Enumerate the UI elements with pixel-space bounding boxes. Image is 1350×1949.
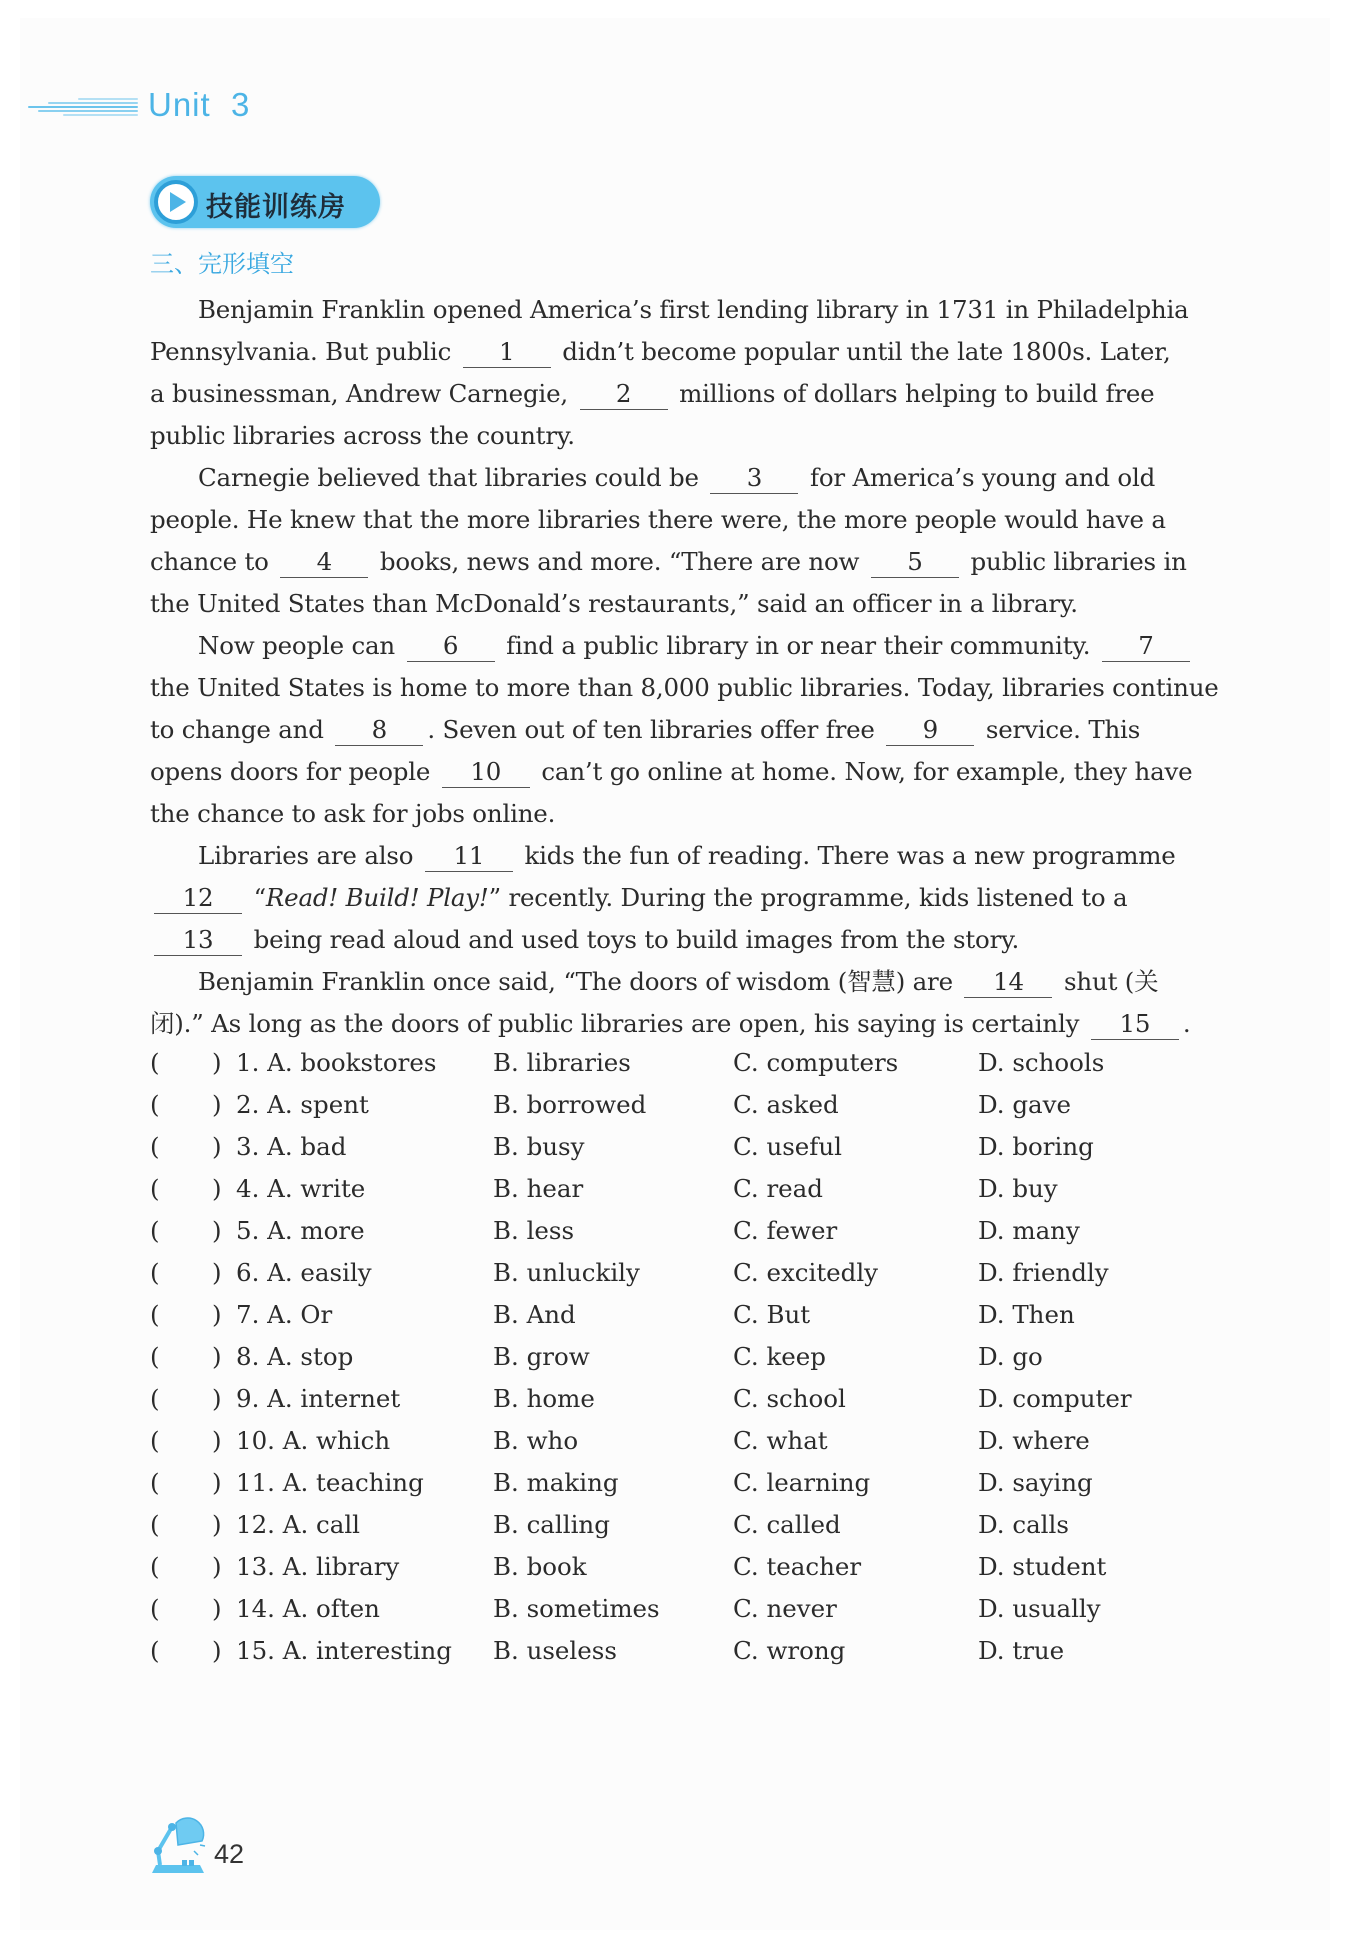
answer-paren-close: ) — [212, 1426, 222, 1455]
speed-streaks-decoration — [20, 98, 138, 120]
option-b[interactable]: B. less — [493, 1216, 575, 1245]
answer-paren-close: ) — [212, 1300, 222, 1329]
passage-line — [150, 667, 1219, 709]
passage-line — [150, 541, 1185, 583]
question-row — [150, 1294, 1185, 1336]
answer-options — [150, 1042, 1185, 1672]
desk-lamp-icon — [148, 1815, 208, 1877]
option-c[interactable]: C. keep — [733, 1342, 826, 1371]
passage-text: public libraries in — [962, 547, 1187, 576]
passage-text: being read aloud and used toys to build images from the story. — [246, 925, 1020, 954]
answer-paren-open[interactable]: ( — [150, 1636, 160, 1665]
option-a[interactable]: 14. A. often — [236, 1594, 380, 1623]
answer-paren-open[interactable]: ( — [150, 1132, 160, 1161]
answer-paren-open[interactable]: ( — [150, 1300, 160, 1329]
option-c[interactable]: C. called — [733, 1510, 841, 1539]
answer-paren-close: ) — [212, 1636, 222, 1665]
option-c[interactable]: C. what — [733, 1426, 828, 1455]
passage-line — [150, 415, 1185, 457]
cloze-blank[interactable]: 13 — [154, 925, 242, 956]
option-a[interactable]: 8. A. stop — [236, 1342, 354, 1371]
answer-paren-open[interactable]: ( — [150, 1342, 160, 1371]
passage-text: kids the fun of reading. There was a new programme — [516, 841, 1176, 870]
unit-header — [20, 86, 420, 130]
question-row — [150, 1420, 1185, 1462]
cloze-blank[interactable]: 6 — [407, 631, 495, 662]
passage-text: Now people can — [198, 631, 403, 660]
italic-title: Read! Build! Play! — [265, 883, 489, 912]
option-a[interactable]: 3. A. bad — [236, 1132, 347, 1161]
option-d[interactable]: D. many — [978, 1216, 1080, 1245]
option-a[interactable]: 6. A. easily — [236, 1258, 372, 1287]
cloze-passage — [150, 289, 1219, 1045]
answer-paren-open[interactable]: ( — [150, 1594, 160, 1623]
question-row — [150, 1252, 1185, 1294]
passage-text: millions of dollars helping to build free — [671, 379, 1155, 408]
answer-paren-close: ) — [212, 1342, 222, 1371]
passage-text: shut (关 — [1056, 967, 1159, 996]
answer-paren-open[interactable]: ( — [150, 1216, 160, 1245]
question-row — [150, 1588, 1185, 1630]
passage-line — [150, 457, 1185, 499]
passage-text: Benjamin Franklin once said, “The doors of wisdom (智慧) are — [198, 967, 961, 996]
passage-text: Benjamin Franklin opened America’s first lending library in 1731 in Philadelphia — [198, 295, 1189, 324]
cloze-blank[interactable]: 4 — [280, 547, 368, 578]
unit-title: Unit 3 — [148, 86, 251, 123]
option-c[interactable]: C. read — [733, 1174, 823, 1203]
option-b[interactable]: B. grow — [493, 1342, 590, 1371]
passage-text: can’t go online at home. Now, for example, they have — [533, 757, 1193, 786]
option-d[interactable]: D. usually — [978, 1594, 1101, 1623]
answer-paren-open[interactable]: ( — [150, 1090, 160, 1119]
passage-line — [150, 625, 1185, 667]
passage-text: chance to — [150, 547, 277, 576]
passage-text: didn’t become popular until the late 1800s. Later, — [554, 337, 1171, 366]
passage-text: the chance to ask for jobs online. — [150, 799, 556, 828]
page-number: 42 — [214, 1839, 245, 1869]
option-d[interactable]: D. computer — [978, 1384, 1132, 1413]
option-a[interactable]: 9. A. internet — [236, 1384, 401, 1413]
passage-text: a businessman, Andrew Carnegie, — [150, 379, 576, 408]
question-row — [150, 1168, 1185, 1210]
option-d[interactable]: D. buy — [978, 1174, 1058, 1203]
passage-text: Libraries are also — [198, 841, 421, 870]
option-d[interactable]: D. where — [978, 1426, 1090, 1455]
option-d[interactable]: D. true — [978, 1636, 1065, 1665]
passage-text: Pennsylvania. But public — [150, 337, 459, 366]
option-b[interactable]: B. making — [493, 1468, 619, 1497]
section-title: 三、完形填空 — [150, 250, 294, 278]
option-d[interactable]: D. calls — [978, 1510, 1069, 1539]
question-row — [150, 1336, 1185, 1378]
answer-paren-open[interactable]: ( — [150, 1552, 160, 1581]
passage-line — [150, 1003, 1191, 1045]
option-b[interactable]: B. sometimes — [493, 1594, 660, 1623]
section-badge — [150, 176, 380, 228]
answer-paren-close: ) — [212, 1216, 222, 1245]
option-a[interactable]: 11. A. teaching — [236, 1468, 424, 1497]
passage-text: books, news and more. “There are now — [372, 547, 867, 576]
answer-paren-open[interactable]: ( — [150, 1384, 160, 1413]
question-row — [150, 1210, 1185, 1252]
option-d[interactable]: D. student — [978, 1552, 1107, 1581]
cloze-blank[interactable]: 5 — [871, 547, 959, 578]
passage-text: for America’s young and old — [802, 463, 1156, 492]
option-a[interactable]: 2. A. spent — [236, 1090, 369, 1119]
option-c[interactable]: C. useful — [733, 1132, 842, 1161]
option-d[interactable]: D. schools — [978, 1048, 1105, 1077]
option-a[interactable]: 15. A. interesting — [236, 1636, 452, 1665]
passage-text: service. This — [978, 715, 1141, 744]
answer-paren-close: ) — [212, 1468, 222, 1497]
answer-paren-open[interactable]: ( — [150, 1048, 160, 1077]
passage-text: 闭).” As long as the doors of public libraries are open, his saying is certainly — [150, 1009, 1087, 1038]
answer-paren-open[interactable]: ( — [150, 1468, 160, 1497]
passage-text: the United States than McDonald’s restaurants,” said an officer in a library. — [150, 589, 1078, 618]
option-c[interactable]: C. But — [733, 1300, 811, 1329]
option-d[interactable]: D. Then — [978, 1300, 1075, 1329]
option-c[interactable]: C. computers — [733, 1048, 899, 1077]
answer-paren-close: ) — [212, 1258, 222, 1287]
option-b[interactable]: B. libraries — [493, 1048, 631, 1077]
answer-paren-close: ) — [212, 1552, 222, 1581]
option-c[interactable]: C. learning — [733, 1468, 871, 1497]
passage-text: the United States is home to more than 8,000 public libraries. Today, libraries continue — [150, 673, 1219, 702]
question-row — [150, 1630, 1185, 1672]
answer-paren-close: ) — [212, 1510, 222, 1539]
cloze-blank[interactable]: 11 — [425, 841, 513, 872]
answer-paren-close: ) — [212, 1384, 222, 1413]
answer-paren-open[interactable]: ( — [150, 1510, 160, 1539]
cloze-blank[interactable]: 10 — [442, 757, 530, 788]
option-c[interactable]: C. fewer — [733, 1216, 838, 1245]
question-row — [150, 1378, 1185, 1420]
passage-line — [150, 877, 1185, 919]
option-b[interactable]: B. unluckily — [493, 1258, 640, 1287]
option-d[interactable]: D. friendly — [978, 1258, 1109, 1287]
option-a[interactable]: 4. A. write — [236, 1174, 366, 1203]
play-icon — [154, 180, 198, 224]
answer-paren-open[interactable]: ( — [150, 1426, 160, 1455]
passage-line — [150, 961, 1185, 1003]
option-c[interactable]: C. wrong — [733, 1636, 846, 1665]
passage-line — [150, 331, 1185, 373]
passage-text: . — [1182, 1009, 1191, 1038]
cloze-blank[interactable]: 7 — [1102, 631, 1190, 662]
passage-line — [150, 499, 1185, 541]
option-d[interactable]: D. gave — [978, 1090, 1071, 1119]
answer-paren-close: ) — [212, 1594, 222, 1623]
option-b[interactable]: B. useless — [493, 1636, 617, 1665]
answer-paren-close: ) — [212, 1090, 222, 1119]
cloze-blank[interactable]: 8 — [335, 715, 423, 746]
passage-text: Carnegie believed that libraries could be — [198, 463, 707, 492]
passage-text: . Seven out of ten libraries offer free — [427, 715, 883, 744]
page-footer — [148, 1815, 348, 1885]
option-b[interactable]: B. borrowed — [493, 1090, 647, 1119]
option-b[interactable]: B. book — [493, 1552, 587, 1581]
passage-line — [150, 289, 1189, 331]
option-c[interactable]: C. never — [733, 1594, 837, 1623]
passage-text: people. He knew that the more libraries there were, the more people would have a — [150, 505, 1166, 534]
option-a[interactable]: 7. A. Or — [236, 1300, 333, 1329]
passage-line — [150, 835, 1185, 877]
answer-paren-close: ) — [212, 1174, 222, 1203]
option-c[interactable]: C. teacher — [733, 1552, 862, 1581]
option-a[interactable]: 13. A. library — [236, 1552, 400, 1581]
option-b[interactable]: B. And — [493, 1300, 576, 1329]
option-a[interactable]: 10. A. which — [236, 1426, 391, 1455]
option-d[interactable]: D. boring — [978, 1132, 1094, 1161]
option-b[interactable]: B. who — [493, 1426, 579, 1455]
option-b[interactable]: B. hear — [493, 1174, 584, 1203]
passage-text: ” recently. During the programme, kids listened to a — [488, 883, 1128, 912]
option-a[interactable]: 12. A. call — [236, 1510, 361, 1539]
passage-line — [150, 919, 1185, 961]
question-row — [150, 1084, 1185, 1126]
question-row — [150, 1546, 1185, 1588]
option-c[interactable]: C. asked — [733, 1090, 839, 1119]
option-d[interactable]: D. saying — [978, 1468, 1093, 1497]
cloze-blank[interactable]: 12 — [154, 883, 242, 914]
passage-text: public libraries across the country. — [150, 421, 575, 450]
question-row — [150, 1042, 1185, 1084]
option-b[interactable]: B. home — [493, 1384, 595, 1413]
answer-paren-close: ) — [212, 1132, 222, 1161]
passage-text: find a public library in or near their community. — [498, 631, 1098, 660]
cloze-blank[interactable]: 9 — [886, 715, 974, 746]
answer-paren-open[interactable]: ( — [150, 1258, 160, 1287]
passage-text: “ — [246, 883, 266, 912]
passage-line — [150, 709, 1185, 751]
option-d[interactable]: D. go — [978, 1342, 1043, 1371]
question-row — [150, 1126, 1185, 1168]
option-c[interactable]: C. school — [733, 1384, 846, 1413]
passage-line — [150, 751, 1193, 793]
cloze-blank[interactable]: 1 — [463, 337, 551, 368]
question-row — [150, 1462, 1185, 1504]
option-a[interactable]: 5. A. more — [236, 1216, 365, 1245]
passage-line — [150, 373, 1185, 415]
badge-label: 技能训练房 — [206, 192, 346, 223]
option-a[interactable]: 1. A. bookstores — [236, 1048, 437, 1077]
cloze-blank[interactable]: 2 — [580, 379, 668, 410]
passage-text: to change and — [150, 715, 332, 744]
question-row — [150, 1504, 1185, 1546]
cloze-blank[interactable]: 15 — [1091, 1009, 1179, 1040]
option-b[interactable]: B. calling — [493, 1510, 610, 1539]
passage-line — [150, 793, 1185, 835]
passage-text: opens doors for people — [150, 757, 438, 786]
passage-line — [150, 583, 1185, 625]
answer-paren-close: ) — [212, 1048, 222, 1077]
answer-paren-open[interactable]: ( — [150, 1174, 160, 1203]
cloze-blank[interactable]: 14 — [964, 967, 1052, 998]
option-b[interactable]: B. busy — [493, 1132, 585, 1161]
option-c[interactable]: C. excitedly — [733, 1258, 879, 1287]
cloze-blank[interactable]: 3 — [710, 463, 798, 494]
